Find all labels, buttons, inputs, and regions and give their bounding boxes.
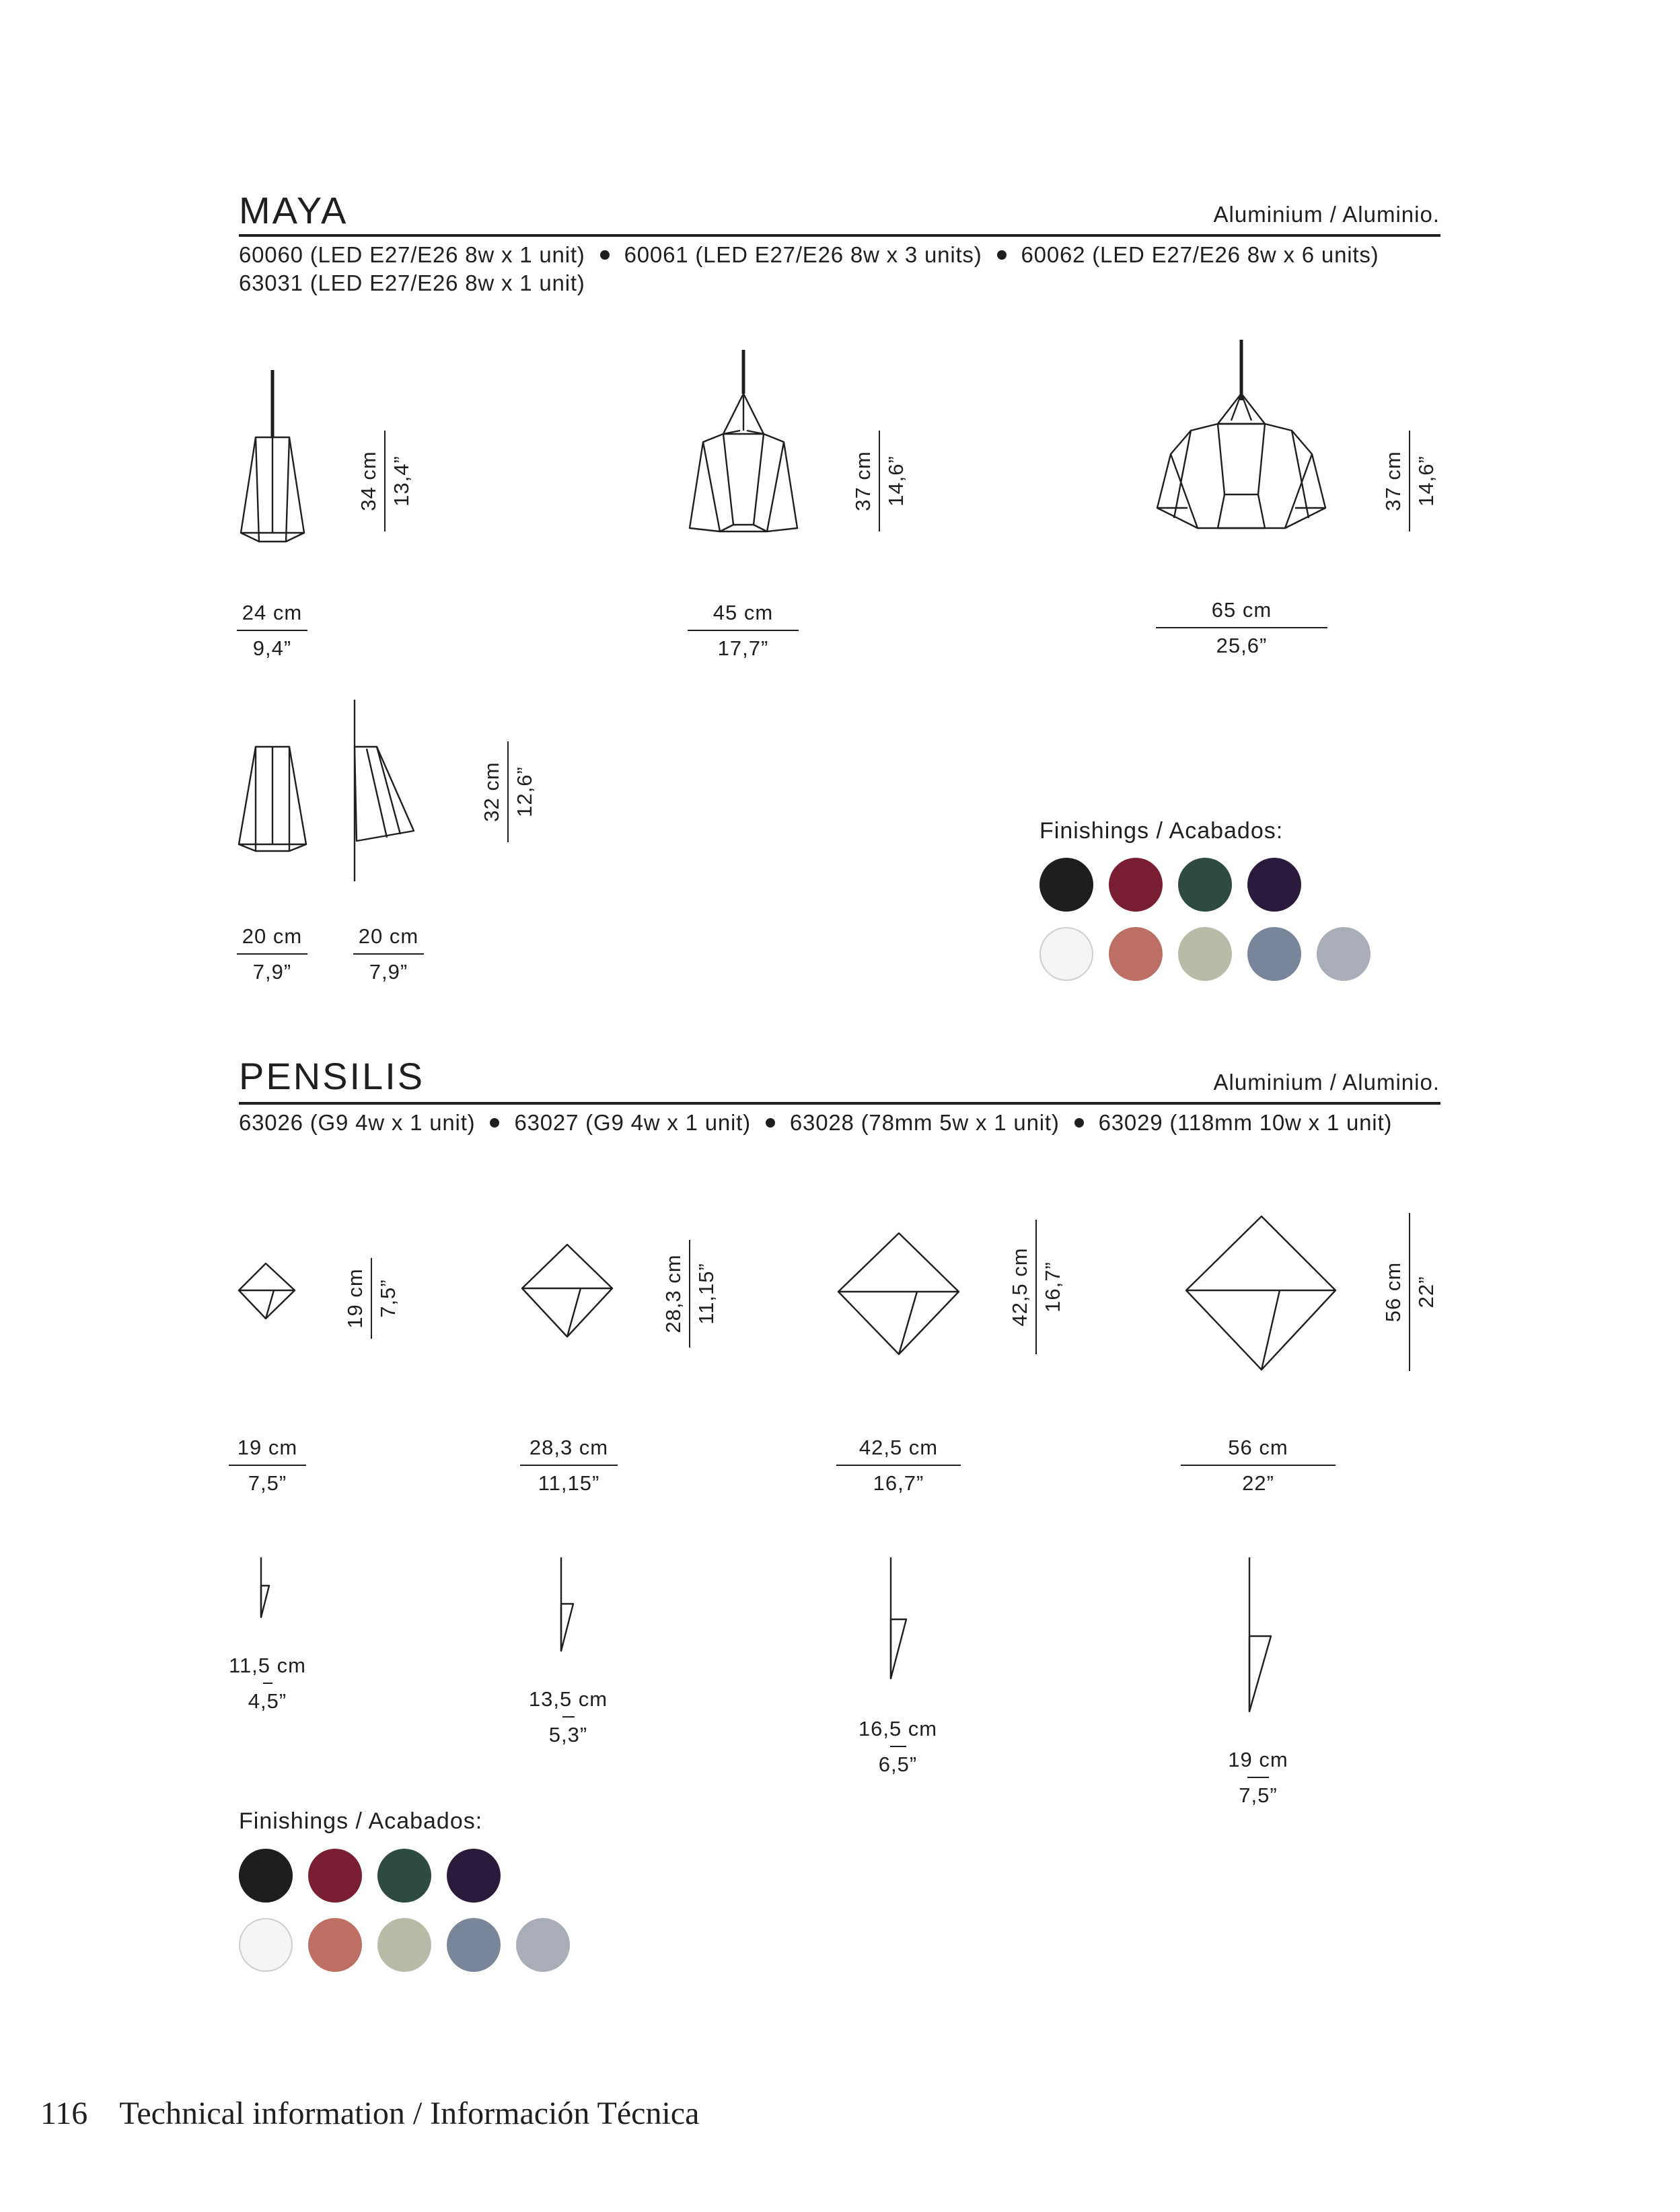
pensilis-code-63029: 63029 (118mm 10w x 1 unit) xyxy=(1098,1110,1393,1135)
pensilis-56-side-drawing xyxy=(1241,1555,1282,1717)
maya-title: MAYA xyxy=(239,189,349,231)
pensilis-42-height-dimension: 42,5 cm 16,7” xyxy=(1009,1220,1063,1354)
finish-swatch-terracotta xyxy=(308,1918,362,1972)
maya-codes-line2: 63031 (LED E27/E26 8w x 1 unit) xyxy=(239,270,585,295)
pensilis-code-63027: 63027 (G9 4w x 1 unit) xyxy=(514,1110,751,1135)
finish-swatch-aubergine xyxy=(447,1849,501,1903)
pensilis-42-front-drawing xyxy=(836,1230,964,1358)
finish-swatch-black xyxy=(239,1849,293,1903)
bullet-icon xyxy=(600,250,610,260)
page-footer xyxy=(40,2098,699,2130)
pensilis-19-width-dimension: 19 cm 7,5” xyxy=(229,1437,306,1494)
maya-wall-width2-dimension: 20 cm 7,9” xyxy=(353,926,424,982)
finish-swatch-sage xyxy=(377,1918,431,1972)
pensilis-28-front-drawing xyxy=(520,1241,618,1342)
maya-wall-front-drawing xyxy=(232,740,313,854)
pensilis-codes xyxy=(239,1109,1392,1137)
maya-code-60062: 60062 (LED E27/E26 8w x 6 units) xyxy=(1021,242,1379,267)
finish-swatch-dark-green xyxy=(377,1849,431,1903)
maya-small-height-dimension: 34 cm 13,4” xyxy=(358,431,412,531)
pensilis-code-63026: 63026 (G9 4w x 1 unit) xyxy=(239,1110,476,1135)
pensilis-28-depth-dimension: 13,5 cm 5,3” xyxy=(528,1687,608,1746)
maya-medium-width-dimension: 45 cm 17,7” xyxy=(688,602,799,659)
maya-large-height-dimension: 37 cm 14,6” xyxy=(1383,431,1436,531)
pensilis-28-side-drawing xyxy=(553,1555,580,1656)
finish-swatch-terracotta xyxy=(1109,927,1163,981)
footer-section-title: Technical information / Información Técnica xyxy=(119,2096,700,2131)
maya-material: Aluminium / Aluminio. xyxy=(1213,202,1440,227)
finish-swatch-burgundy xyxy=(1109,858,1163,912)
pensilis-19-height-dimension: 19 cm 7,5” xyxy=(344,1258,398,1339)
maya-medium-height-dimension: 37 cm 14,6” xyxy=(852,431,906,531)
maya-code-60060: 60060 (LED E27/E26 8w x 1 unit) xyxy=(239,242,585,267)
pensilis-19-side-drawing xyxy=(254,1555,275,1623)
finish-swatch-aubergine xyxy=(1247,858,1301,912)
pensilis-19-front-drawing xyxy=(237,1261,297,1322)
pensilis-56-depth-dimension: 19 cm 7,5” xyxy=(1228,1748,1288,1807)
pensilis-title-rule xyxy=(239,1102,1440,1105)
finish-swatch-light-grey xyxy=(1317,927,1371,981)
maya-codes-line1 xyxy=(239,241,1379,269)
pensilis-56-height-dimension: 56 cm 22” xyxy=(1383,1213,1436,1371)
finish-swatch-black xyxy=(1039,858,1093,912)
maya-wall-height-dimension: 32 cm 12,6” xyxy=(481,741,535,842)
finish-swatch-light-grey xyxy=(516,1918,570,1972)
pensilis-56-width-dimension: 56 cm 22” xyxy=(1181,1437,1336,1494)
maya-large-pendant-drawing xyxy=(1151,336,1332,535)
maya-large-width-dimension: 65 cm 25,6” xyxy=(1156,599,1327,656)
bullet-icon xyxy=(490,1118,499,1128)
finish-swatch-burgundy xyxy=(308,1849,362,1903)
pensilis-56-front-drawing xyxy=(1184,1213,1339,1374)
maya-small-width-dimension: 24 cm 9,4” xyxy=(237,602,307,659)
maya-medium-pendant-drawing xyxy=(683,346,804,535)
bullet-icon xyxy=(997,250,1007,260)
maya-wall-side-drawing xyxy=(346,696,421,885)
finish-swatch-white xyxy=(239,1918,293,1972)
maya-title-rule xyxy=(239,234,1440,237)
pensilis-42-side-drawing xyxy=(883,1555,916,1683)
maya-code-60061: 60061 (LED E27/E26 8w x 3 units) xyxy=(624,242,982,267)
maya-finishings-label: Finishings / Acabados: xyxy=(1039,818,1284,844)
pensilis-28-width-dimension: 28,3 cm 11,15” xyxy=(520,1437,618,1494)
finish-swatch-sage xyxy=(1178,927,1232,981)
finish-swatch-slate-blue xyxy=(1247,927,1301,981)
pensilis-code-63028: 63028 (78mm 5w x 1 unit) xyxy=(789,1110,1060,1135)
pensilis-28-height-dimension: 28,3 cm 11,15” xyxy=(663,1240,717,1348)
pensilis-42-width-dimension: 42,5 cm 16,7” xyxy=(836,1437,961,1494)
pensilis-material: Aluminium / Aluminio. xyxy=(1213,1070,1440,1095)
bullet-icon xyxy=(1074,1118,1084,1128)
page-number: 116 xyxy=(40,2096,88,2131)
pensilis-19-depth-dimension: 11,5 cm 4,5” xyxy=(229,1654,306,1713)
pensilis-42-depth-dimension: 16,5 cm 6,5” xyxy=(858,1717,938,1776)
pensilis-finishings-label: Finishings / Acabados: xyxy=(239,1808,483,1834)
finish-swatch-slate-blue xyxy=(447,1918,501,1972)
finish-swatch-dark-green xyxy=(1178,858,1232,912)
pensilis-title: PENSILIS xyxy=(239,1055,425,1097)
maya-small-pendant-drawing xyxy=(229,367,316,542)
bullet-icon xyxy=(766,1118,775,1128)
finish-swatch-white xyxy=(1039,927,1093,981)
maya-wall-width1-dimension: 20 cm 7,9” xyxy=(237,926,307,982)
